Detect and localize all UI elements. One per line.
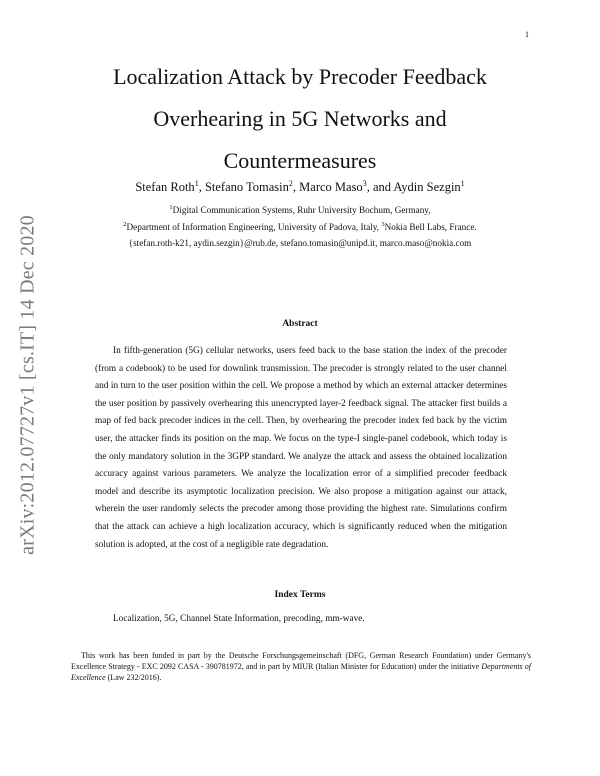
author-list (0, 179, 600, 195)
footnote-text: (Law 232/2016). (105, 673, 162, 682)
arxiv-identifier: arXiv:2012.07727v1 [cs.IT] 14 Dec 2020 (16, 215, 39, 555)
paper-title (0, 56, 600, 182)
author-separator: , (292, 180, 300, 195)
author-affiliation-mark: 2 (288, 179, 293, 188)
page-number: 1 (525, 30, 529, 39)
author-name: Marco Maso (299, 180, 363, 195)
title-line: Countermeasures (223, 148, 377, 173)
author-separator: , and (366, 180, 394, 195)
author-affiliation-mark: 1 (194, 179, 199, 188)
footnote-italic-text: Departments of Excellence (71, 662, 531, 682)
author-name: Stefano Tomasin (204, 180, 289, 195)
abstract-heading: Abstract (282, 319, 318, 329)
author-affiliation-mark: 3 (362, 179, 367, 188)
affiliation-text: Nokia Bell Labs, France. (384, 222, 477, 233)
index-terms-heading: Index Terms (274, 590, 326, 600)
abstract-text: In fifth-generation (5G) cellular networks, users feed back to the base station the index of the precoder (from a codebook) to be used for downlink transmission. The precoder is strongly related to the user channel and in turn to the user position within the cell. We propose a method by which an external attacker determines the user position by passively overhearing this unencrypted layer-2 feedback signal. The attacker first builds a map of fed back precoder indices in the cell. Then, by overhearing the precoder index fed back by the victim user, the attacker finds its position on the map. We focus on the type-I single-panel codebook, which today is the only mandatory solution in the 3GPP standard. We analyze the attack and assess the obtained localization accuracy against various parameters. We analyze the localization error of a simplified precoder feedback model and describe its asymptotic localization precision. We also propose a mitigation against our attack, wherein the user randomly selects the precoder among those providing the highest rate. Simulations confirm that the attack can achieve a high localization accuracy, which is significantly reduced when the mitigation solution is adopted, at the cost of a negligible rate degradation. (95, 346, 507, 550)
affiliation-line-1 (0, 204, 600, 215)
affiliation-text: Digital Communication Systems, Ruhr University Bochum, Germany, (172, 205, 431, 216)
author-name: Stefan Roth (135, 180, 195, 195)
affiliation-mark: 2 (123, 221, 127, 228)
index-terms-text: Localization, 5G, Channel State Information, precoding, mm-wave. (113, 614, 365, 624)
author-separator: , (198, 180, 205, 195)
author-affiliation-mark: 1 (460, 179, 465, 188)
affiliation-line-2 (0, 221, 600, 232)
affiliation-mark: 1 (169, 204, 173, 211)
funding-footnote (71, 650, 531, 683)
title-line: Localization Attack by Precoder Feedback (113, 64, 487, 89)
affiliation-mark: 3 (381, 221, 385, 228)
footnote-text: This work has been funded in part by the Deutsche Forschungsgemeinschaft (DFG, German Research Foundation) under Germany's Excellence Strategy - EXC 2092 CASA - 390781972, and in part by MIUR (Italian Minister for Education) under the initiative (71, 651, 531, 671)
title-line: Overhearing in 5G Networks and (153, 106, 447, 131)
affiliation-text: Department of Information Engineering, University of Padova, Italy, (126, 222, 382, 233)
author-name: Aydin Sezgin (393, 180, 461, 195)
author-emails: {stefan.roth-k21, aydin.sezgin}@rub.de, stefano.tomasin@unipd.it, marco.maso@nokia.com (128, 238, 472, 248)
